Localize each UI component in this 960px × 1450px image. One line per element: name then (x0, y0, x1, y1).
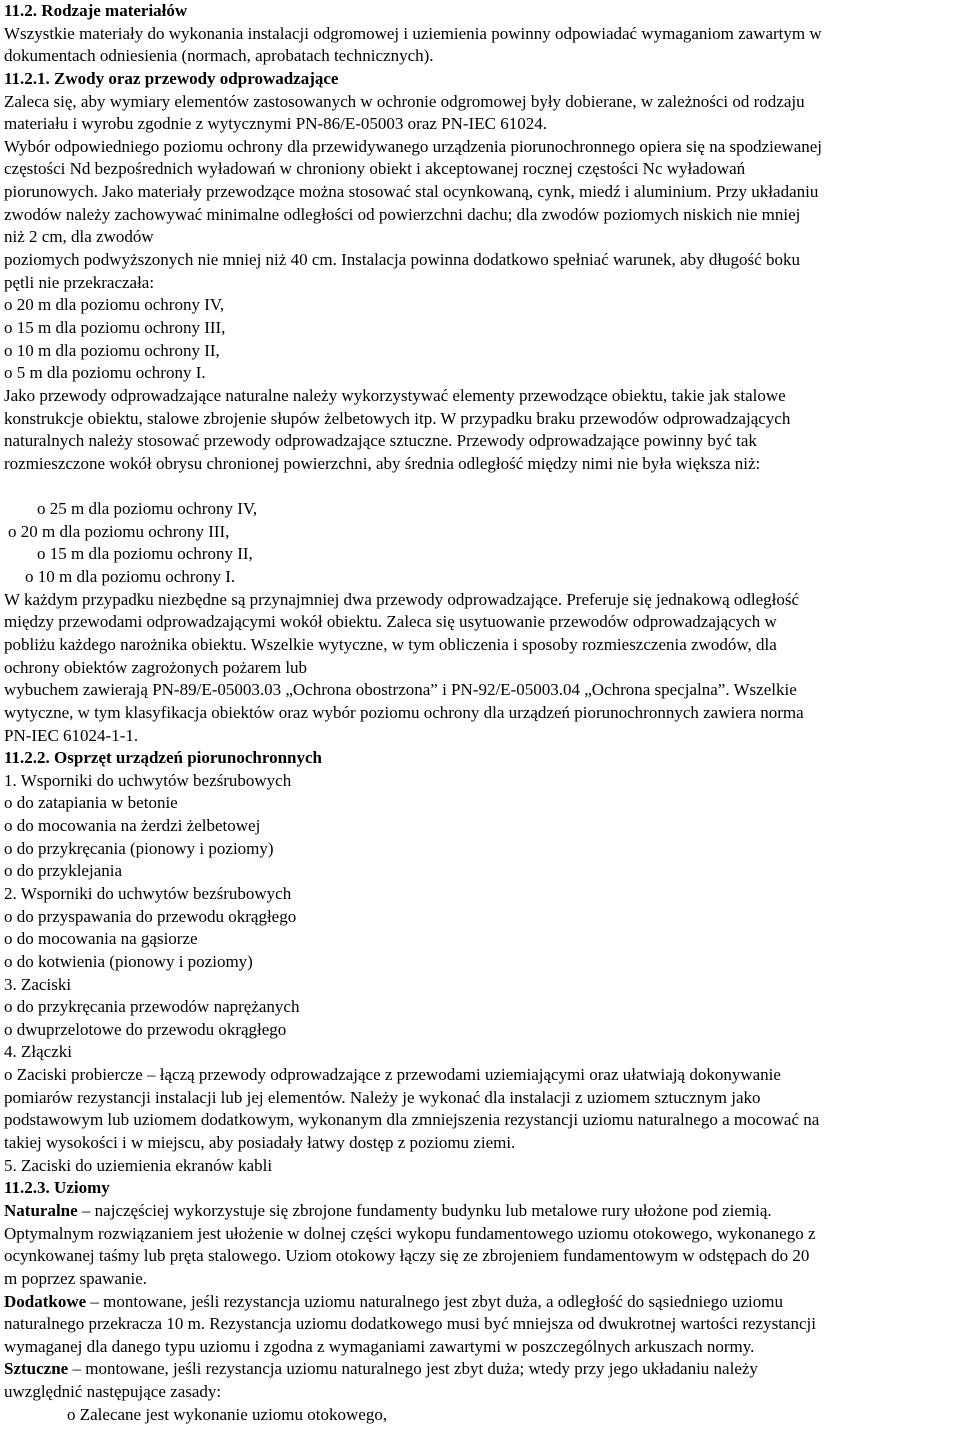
list-item (4, 1404, 956, 1427)
text-run: o 10 m dla poziomu ochrony I. (25, 567, 236, 587)
text-run: m poprzez spawanie. (4, 1268, 148, 1288)
text-run: między przewodami odprowadzającymi wokół obiektu. Zaleca się usytuowanie przewodów odprowadzających w (4, 612, 777, 632)
list-item (4, 792, 956, 815)
text-run: pętli nie przekraczała: (4, 272, 155, 292)
paragraph-line (4, 770, 956, 793)
list-item (4, 498, 956, 521)
list-item (4, 838, 956, 861)
text-run: dokumentach odniesienia (normach, aprobatach technicznych). (4, 46, 434, 66)
paragraph-line (4, 1245, 956, 1268)
list-item (4, 521, 956, 544)
text-run: o do przykręcania (pionowy i poziomy) (4, 838, 274, 858)
paragraph-line (4, 725, 956, 748)
list-item (4, 566, 956, 589)
paragraph-line (4, 23, 956, 46)
paragraph-line (4, 611, 956, 634)
text-run: o do mocowania na gąsiorze (4, 929, 198, 949)
text-run: o do przykręcania przewodów naprężanych (4, 997, 300, 1017)
text-run: takiej wysokości i w miejscu, aby posiadały łatwy dostęp z poziomu ziemi. (4, 1133, 516, 1153)
text-run: o Zaciski probiercze – łączą przewody odprowadzające z przewodami uziemiającymi oraz ułatwiają dokonywanie (4, 1065, 781, 1085)
paragraph-line (4, 1200, 956, 1223)
text-run: o 5 m dla poziomu ochrony I. (4, 363, 206, 383)
text-run: naturalnych należy stosować przewody odprowadzające sztuczne. Przewody odprowadzające powinny być tak (4, 431, 757, 451)
blank-line (4, 475, 956, 498)
paragraph-line (4, 702, 956, 725)
text-run: Wszystkie materiały do wykonania instalacji odgromowej i uziemienia powinny odpowiadać wymaganiom zawartym w (4, 23, 822, 43)
text-run: 3. Zaciski (4, 974, 72, 994)
text-run: Jako przewody odprowadzające naturalne należy wykorzystywać elementy przewodzące obiektu, takie jak stalowe (4, 385, 786, 405)
list-item (4, 951, 956, 974)
text-run: Zaleca się, aby wymiary elementów zastosowanych w ochronie odgromowej były dobierane, w zależności od rodzaju (4, 91, 805, 111)
section-heading (4, 68, 956, 91)
paragraph-line (4, 272, 956, 295)
text-run: o do zatapiania w betonie (4, 793, 178, 813)
paragraph-line (4, 1268, 956, 1291)
paragraph-line (4, 1132, 956, 1155)
paragraph-line (4, 589, 956, 612)
paragraph-line (4, 974, 956, 997)
text-run: materiału i wyrobu zgodnie z wytycznymi PN-86/E-05003 oraz PN-IEC 61024. (4, 114, 547, 134)
text-run: W każdym przypadku niezbędne są przynajmniej dwa przewody odprowadzające. Preferuje się jednakową odległość (4, 589, 800, 609)
paragraph-line (4, 226, 956, 249)
text-run: o dwuprzelotowe do przewodu okrągłego (4, 1019, 287, 1039)
list-item (4, 815, 956, 838)
bold-text: 11.2.3. Uziomy (4, 1178, 110, 1198)
paragraph-line (4, 1291, 956, 1314)
paragraph-line (4, 204, 956, 227)
text-run: o 25 m dla poziomu ochrony IV, (37, 499, 258, 519)
paragraph-line (4, 453, 956, 476)
text-run: piorunowych. Jako materiały przewodzące można stosować stal ocynkowaną, cynk, miedź i aluminium. Przy układaniu (4, 182, 819, 202)
text-run: ochrony obiektów zagrożonych pożarem lub (4, 657, 308, 677)
paragraph-line (4, 91, 956, 114)
bold-text: Dodatkowe (4, 1291, 87, 1311)
list-item (4, 317, 956, 340)
section-heading (4, 0, 956, 23)
paragraph-line (4, 113, 956, 136)
list-item (4, 340, 956, 363)
paragraph-line (4, 634, 956, 657)
text-run: rozmieszczone wokół obrysu chronionej powierzchni, aby średnia odległość między nimi nie była większa niż: (4, 453, 761, 473)
text-run: o 15 m dla poziomu ochrony III, (4, 317, 226, 337)
text-run: o 20 m dla poziomu ochrony III, (8, 521, 230, 541)
bold-text: 11.2. Rodzaje materiałów (4, 1, 188, 20)
paragraph-line (4, 679, 956, 702)
text-run: o do przyspawania do przewodu okrągłego (4, 906, 297, 926)
text-run: ocynkowanej taśmy lub pręta stalowego. Uziom otokowy łączy się ze zbrojeniem fundamentowym w odstępach do 20 (4, 1246, 810, 1266)
paragraph-line (4, 408, 956, 431)
paragraph-line (4, 1336, 956, 1359)
section-heading (4, 747, 956, 770)
text-run: o Zalecane jest wykonanie uziomu otokowego, (67, 1404, 388, 1424)
text-run: wytyczne, w tym klasyfikacja obiektów oraz wybór poziomu ochrony dla urządzeń piorunochronnych zawiera norma (4, 702, 804, 722)
text-run: 1. Wsporniki do uchwytów bezśrubowych (4, 770, 292, 790)
text-run: zwodów należy zachowywać minimalne odległości od powierzchni dachu; dla zwodów poziomych niskich nie mniej (4, 204, 801, 224)
text-run: niż 2 cm, dla zwodów (4, 227, 154, 247)
paragraph-line (4, 385, 956, 408)
paragraph-line (4, 1109, 956, 1132)
section-heading (4, 1177, 956, 1200)
bold-text: Sztuczne (4, 1359, 69, 1379)
text-run: 5. Zaciski do uziemienia ekranów kabli (4, 1155, 273, 1175)
text-run: poziomych podwyższonych nie mniej niż 40 cm. Instalacja powinna dodatkowo spełniać warunek, aby długość boku (4, 250, 800, 270)
list-item (4, 543, 956, 566)
text-run: uwzględnić następujące zasady: (4, 1382, 222, 1402)
bold-text: 11.2.1. Zwody oraz przewody odprowadzające (4, 68, 339, 88)
paragraph-line (4, 883, 956, 906)
paragraph-line (4, 136, 956, 159)
text-run: PN-IEC 61024-1-1. (4, 725, 139, 745)
text-run: wymaganej dla danego typu uziomu i zgodna z wymaganiami zawartymi w poszczególnych arkuszach normy. (4, 1336, 755, 1356)
paragraph-line (4, 1313, 956, 1336)
list-item (4, 362, 956, 385)
paragraph-line (4, 1358, 956, 1381)
paragraph-line (4, 1223, 956, 1246)
text-run: 2. Wsporniki do uchwytów bezśrubowych (4, 883, 292, 903)
list-item (4, 928, 956, 951)
text-run: pobliżu każdego narożnika obiektu. Wszelkie wytyczne, w tym obliczenia i sposoby rozmieszczenia zwodów, dla (4, 634, 777, 654)
paragraph-line (4, 1087, 956, 1110)
text-run: – montowane, jeśli rezystancja uziomu naturalnego jest zbyt duża, a odległość do sąsiedniego uziomu (86, 1291, 783, 1311)
text-run: o do mocowania na żerdzi żelbetowej (4, 816, 261, 836)
text-run: o 10 m dla poziomu ochrony II, (4, 340, 220, 360)
paragraph-line (4, 657, 956, 680)
text-run: – montowane, jeśli rezystancja uziomu naturalnego jest zbyt duża; wtedy przy jego układaniu należy (68, 1359, 758, 1379)
text-run: częstości Nd bezpośrednich wyładowań w chroniony obiekt i akceptowanej rocznej częstości Nc wyładowań (4, 159, 746, 179)
text-run: o do przyklejania (4, 861, 123, 881)
text-run: o do kotwienia (pionowy i poziomy) (4, 951, 253, 971)
paragraph-line (4, 158, 956, 181)
list-item (4, 996, 956, 1019)
paragraph-line (4, 181, 956, 204)
paragraph-line (4, 1155, 956, 1178)
list-item (4, 294, 956, 317)
list-item (4, 1064, 956, 1087)
bold-text: Naturalne (4, 1200, 78, 1220)
text-run: podstawowym lub uziomem dodatkowym, wykonanym dla zmniejszenia rezystancji uziomu naturalnego a mocować na (4, 1110, 820, 1130)
bold-text: 11.2.2. Osprzęt urządzeń piorunochronnych (4, 748, 322, 768)
text-run: Wybór odpowiedniego poziomu ochrony dla przewidywanego urządzenia piorunochronnego opiera się na spodziewanej (4, 136, 823, 156)
paragraph-line (4, 249, 956, 272)
paragraph-line (4, 45, 956, 68)
text-run: 4. Złączki (4, 1042, 72, 1062)
text-run: konstrukcje obiektu, stalowe zbrojenie słupów żelbetowych itp. W przypadku braku przewodów odprowadzających (4, 408, 791, 428)
text-run: Optymalnym rozwiązaniem jest ułożenie w dolnej części wykopu fundamentowego uziomu otokowego, wykonanego z (4, 1223, 816, 1243)
paragraph-line (4, 430, 956, 453)
text-run: o 20 m dla poziomu ochrony IV, (4, 295, 225, 315)
text-run: naturalnego przekracza 10 m. Rezystancja uziomu dodatkowego musi być mniejsza od dwukrotnej wartości rezystancji (4, 1314, 816, 1334)
text-run: wybuchem zawierają PN-89/E-05003.03 „Ochrona obostrzona” i PN-92/E-05003.04 „Ochrona specjalna”. Wszelkie (4, 680, 797, 700)
list-item (4, 906, 956, 929)
text-run: o 15 m dla poziomu ochrony II, (37, 544, 253, 564)
paragraph-line (4, 1381, 956, 1404)
list-item (4, 860, 956, 883)
text-run: – najczęściej wykorzystuje się zbrojone fundamenty budynku lub metalowe rury ułożone pod ziemią. (77, 1200, 772, 1220)
paragraph-line (4, 1041, 956, 1064)
list-item (4, 1019, 956, 1042)
text-run: pomiarów rezystancji instalacji lub jej elementów. Należy je wykonać dla instalacji z uziomem sztucznym jako (4, 1087, 761, 1107)
